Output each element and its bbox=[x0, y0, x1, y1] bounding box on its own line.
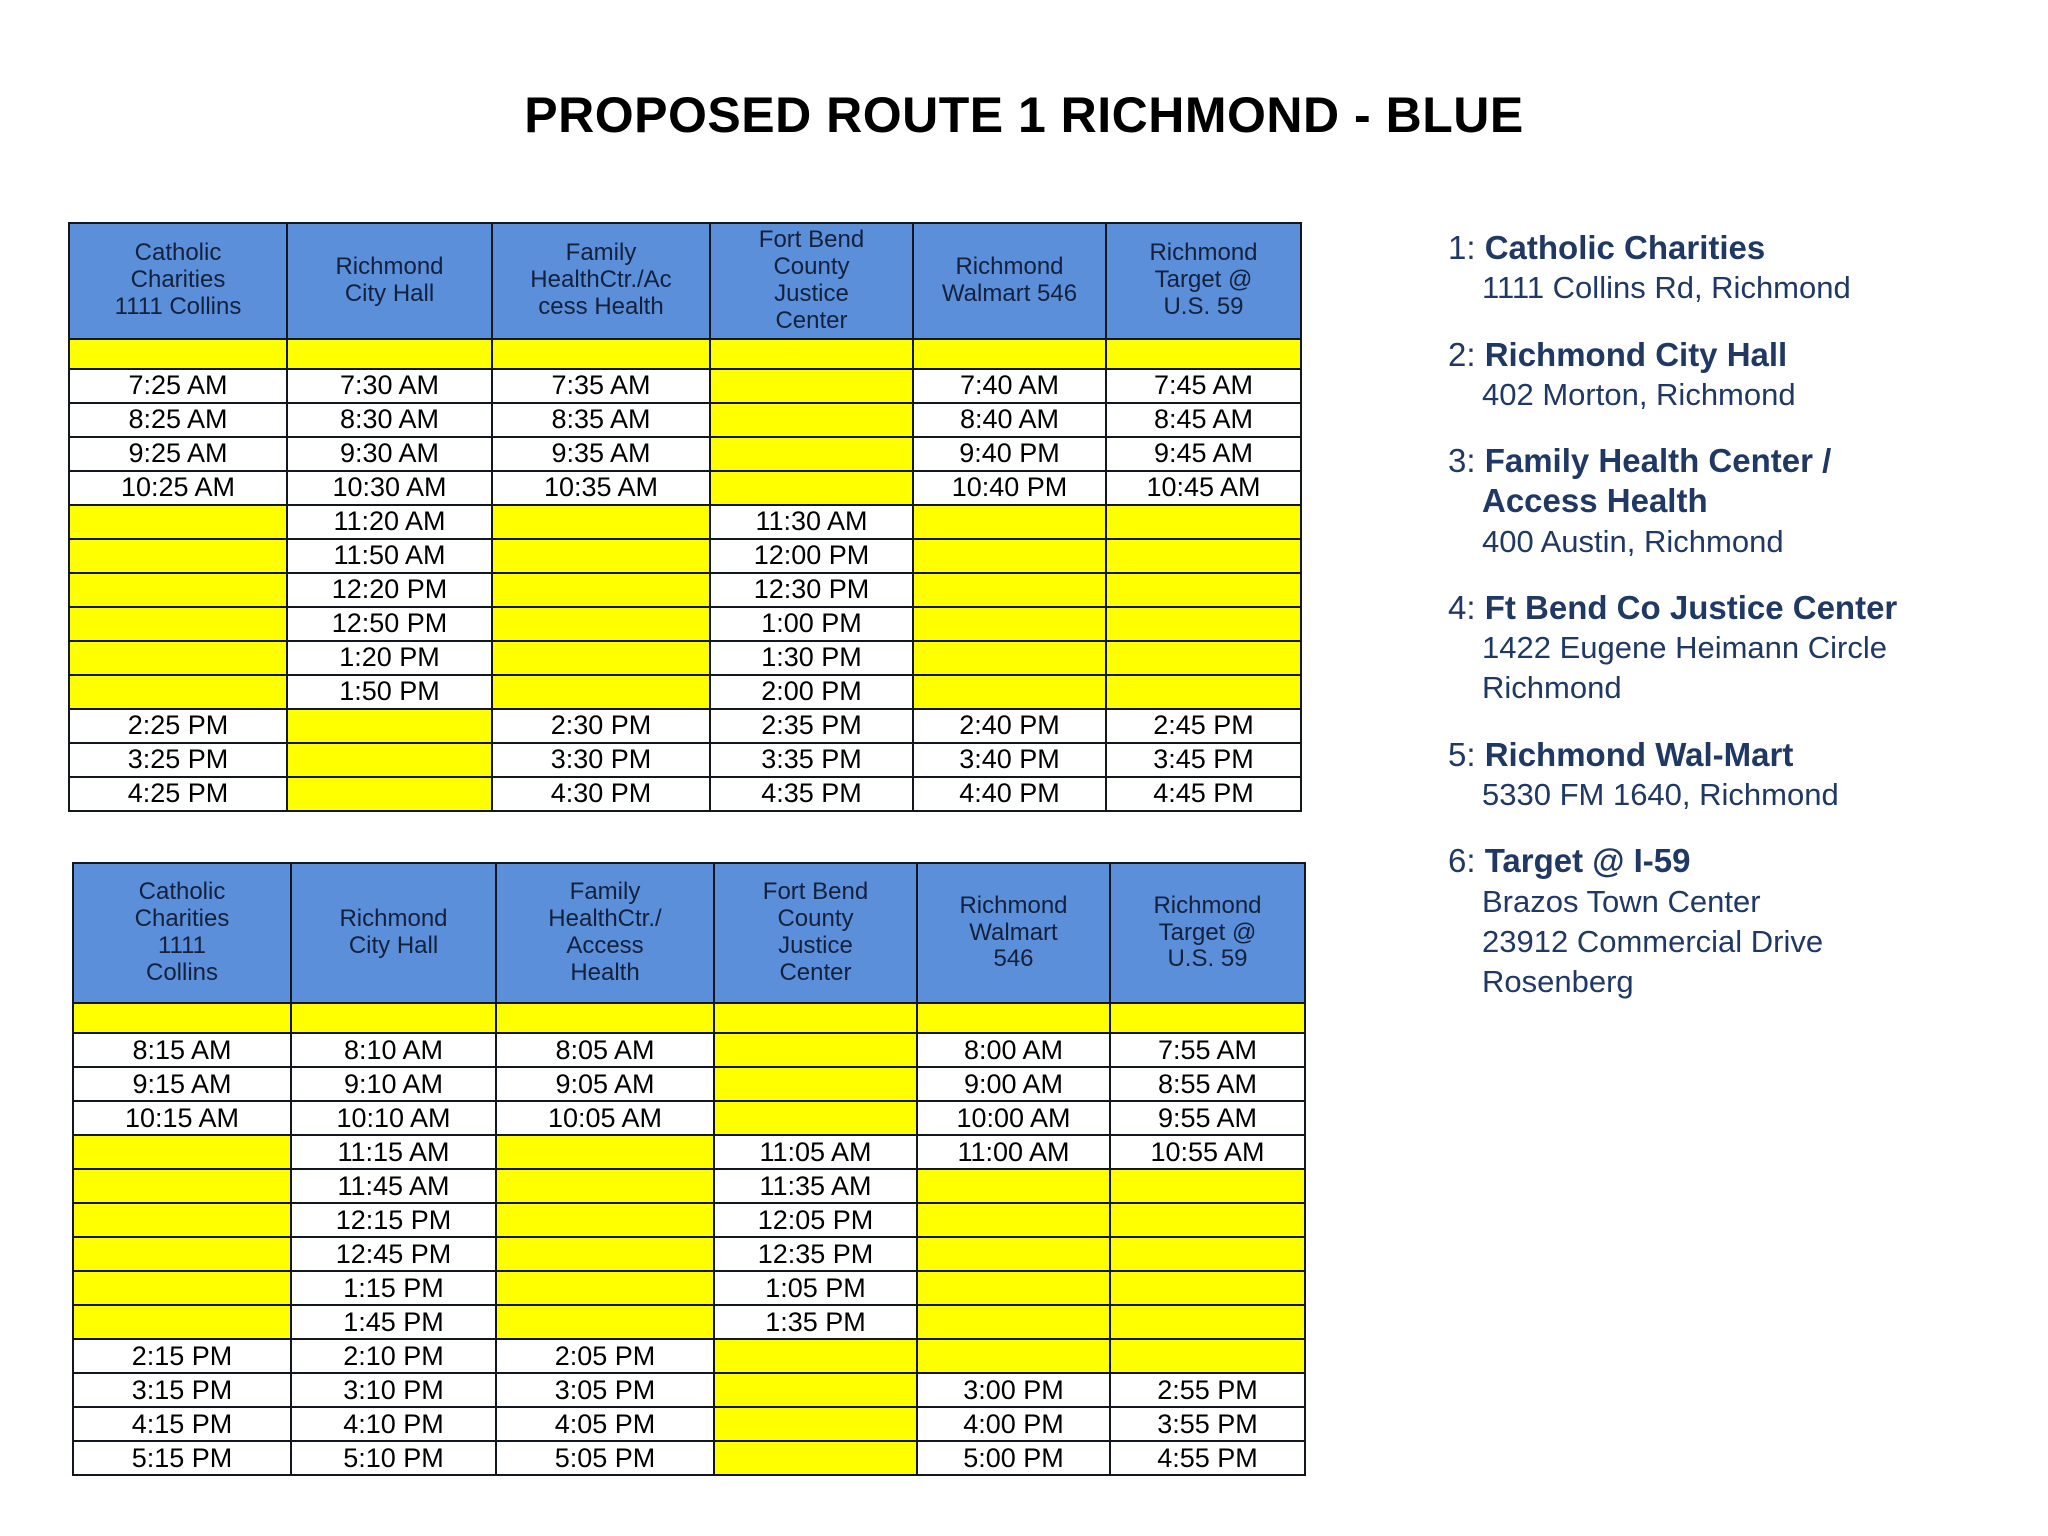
column-header-line: Target @ bbox=[1154, 266, 1253, 294]
time-cell: 12:45 PM bbox=[291, 1237, 496, 1271]
page-title: PROPOSED ROUTE 1 RICHMOND - BLUE bbox=[524, 87, 1524, 143]
spacer-row bbox=[69, 339, 1301, 369]
column-header-line: Charities bbox=[134, 905, 230, 933]
table-row bbox=[69, 709, 1301, 743]
table-row bbox=[73, 1067, 1305, 1101]
column-header-line: Catholic bbox=[134, 239, 222, 267]
time-cell: 3:00 PM bbox=[917, 1373, 1110, 1407]
no-service-cell bbox=[917, 1169, 1110, 1203]
spacer-cell bbox=[492, 339, 710, 369]
table-row bbox=[69, 743, 1301, 777]
column-header-1 bbox=[69, 223, 287, 339]
time-cell: 3:15 PM bbox=[73, 1373, 291, 1407]
stop-legend-list bbox=[1448, 228, 2018, 1028]
column-header-line: Walmart 546 bbox=[941, 279, 1078, 307]
no-service-cell bbox=[1106, 607, 1301, 641]
time-cell: 3:10 PM bbox=[291, 1373, 496, 1407]
legend-entry-number: 3: bbox=[1448, 442, 1476, 480]
no-service-cell bbox=[917, 1339, 1110, 1373]
no-service-cell bbox=[714, 1373, 917, 1407]
time-cell: 2:00 PM bbox=[710, 675, 913, 709]
schedule-table-inbound bbox=[72, 862, 1306, 1476]
time-cell: 8:30 AM bbox=[287, 403, 492, 437]
time-cell: 1:45 PM bbox=[291, 1305, 496, 1339]
header-row bbox=[69, 223, 1301, 339]
no-service-cell bbox=[73, 1203, 291, 1237]
time-cell: 10:25 AM bbox=[69, 471, 287, 505]
time-cell: 11:20 AM bbox=[287, 505, 492, 539]
time-cell: 11:35 AM bbox=[714, 1169, 917, 1203]
legend-entry-heading bbox=[1448, 735, 2018, 775]
table-body-inbound bbox=[73, 1003, 1305, 1475]
time-cell: 4:35 PM bbox=[710, 777, 913, 811]
time-cell: 4:25 PM bbox=[69, 777, 287, 811]
time-cell: 5:00 PM bbox=[917, 1441, 1110, 1475]
time-cell: 7:55 AM bbox=[1110, 1033, 1305, 1067]
time-cell: 8:35 AM bbox=[492, 403, 710, 437]
legend-entry-heading bbox=[1448, 335, 2018, 375]
table-row bbox=[73, 1135, 1305, 1169]
no-service-cell bbox=[69, 573, 287, 607]
column-header-line: City Hall bbox=[348, 932, 439, 959]
time-cell: 2:10 PM bbox=[291, 1339, 496, 1373]
time-cell: 10:30 AM bbox=[287, 471, 492, 505]
legend-entry-heading bbox=[1448, 841, 2018, 881]
time-cell: 9:45 AM bbox=[1106, 437, 1301, 471]
legend-entry-name: Family Health Center / bbox=[1484, 442, 1832, 480]
column-header-line: Justice bbox=[774, 279, 849, 307]
legend-entry-number: 1: bbox=[1448, 229, 1476, 266]
no-service-cell bbox=[917, 1305, 1110, 1339]
column-header-6 bbox=[1110, 863, 1305, 1003]
no-service-cell bbox=[1110, 1237, 1305, 1271]
column-header-line: 1111 Collins bbox=[114, 293, 242, 321]
column-header-line: County bbox=[773, 252, 850, 280]
legend-entry-4 bbox=[1448, 588, 2018, 709]
column-header-2 bbox=[287, 223, 492, 339]
time-cell: 12:35 PM bbox=[714, 1237, 917, 1271]
column-header-line: Richmond bbox=[1149, 239, 1258, 267]
spacer-cell bbox=[913, 339, 1106, 369]
time-cell: 3:35 PM bbox=[710, 743, 913, 777]
legend-entry-name: Richmond City Hall bbox=[1484, 335, 1788, 373]
legend-entry-address-line: 23912 Commercial Drive bbox=[1482, 923, 1824, 959]
time-cell: 10:00 AM bbox=[917, 1101, 1110, 1135]
spacer-cell bbox=[496, 1003, 714, 1033]
time-cell: 1:15 PM bbox=[291, 1271, 496, 1305]
time-cell: 8:55 AM bbox=[1110, 1067, 1305, 1101]
legend-entry-name: Catholic Charities bbox=[1484, 229, 1766, 266]
time-cell: 3:30 PM bbox=[492, 743, 710, 777]
time-cell: 12:20 PM bbox=[287, 573, 492, 607]
time-cell: 5:15 PM bbox=[73, 1441, 291, 1475]
no-service-cell bbox=[287, 743, 492, 777]
column-header-line: Richmond bbox=[335, 252, 444, 280]
time-cell: 8:10 AM bbox=[291, 1033, 496, 1067]
time-cell: 9:55 AM bbox=[1110, 1101, 1305, 1135]
column-header-line: cess Health bbox=[538, 293, 664, 321]
time-cell: 1:05 PM bbox=[714, 1271, 917, 1305]
time-cell: 2:25 PM bbox=[69, 709, 287, 743]
spacer-cell bbox=[917, 1003, 1110, 1033]
time-cell: 4:30 PM bbox=[492, 777, 710, 811]
table-row bbox=[73, 1305, 1305, 1339]
no-service-cell bbox=[73, 1169, 291, 1203]
time-cell: 8:00 AM bbox=[917, 1033, 1110, 1067]
table-row bbox=[73, 1407, 1305, 1441]
time-cell: 11:15 AM bbox=[291, 1135, 496, 1169]
header-row bbox=[73, 863, 1305, 1003]
no-service-cell bbox=[287, 777, 492, 811]
column-header-line: Family bbox=[565, 239, 637, 267]
legend-entry-name: Target @ I-59 bbox=[1484, 842, 1691, 880]
column-header-line: HealthCtr./ bbox=[548, 905, 662, 933]
column-header-5 bbox=[913, 223, 1106, 339]
legend-entry-heading bbox=[1448, 228, 2018, 268]
time-cell: 11:45 AM bbox=[291, 1169, 496, 1203]
spacer-cell bbox=[714, 1003, 917, 1033]
table-row bbox=[73, 1441, 1305, 1475]
time-cell: 9:15 AM bbox=[73, 1067, 291, 1101]
column-header-line: Charities bbox=[130, 266, 226, 294]
time-cell: 3:25 PM bbox=[69, 743, 287, 777]
time-cell: 10:15 AM bbox=[73, 1101, 291, 1135]
table-header-inbound bbox=[73, 863, 1305, 1003]
legend-entry-name: Ft Bend Co Justice Center bbox=[1484, 588, 1898, 626]
legend-entry-heading bbox=[1448, 588, 2018, 628]
legend-entry-address-line: 5330 FM 1640, Richmond bbox=[1482, 776, 1839, 812]
table-row bbox=[69, 505, 1301, 539]
spacer-cell bbox=[1106, 339, 1301, 369]
legend-entry-heading bbox=[1448, 441, 2018, 481]
column-header-line: Richmond bbox=[1153, 891, 1262, 919]
table-row bbox=[73, 1237, 1305, 1271]
column-header-line: Target @ bbox=[1158, 918, 1257, 946]
column-header-3 bbox=[496, 863, 714, 1003]
no-service-cell bbox=[73, 1305, 291, 1339]
time-cell: 7:30 AM bbox=[287, 369, 492, 403]
column-header-line: Fort Bend bbox=[758, 226, 865, 253]
no-service-cell bbox=[496, 1135, 714, 1169]
legend-entry-number: 5: bbox=[1448, 735, 1476, 773]
time-cell: 10:10 AM bbox=[291, 1101, 496, 1135]
time-cell: 2:15 PM bbox=[73, 1339, 291, 1373]
time-cell: 7:25 AM bbox=[69, 369, 287, 403]
column-header-4 bbox=[710, 223, 913, 339]
time-cell: 8:25 AM bbox=[69, 403, 287, 437]
table-row bbox=[69, 369, 1301, 403]
no-service-cell bbox=[1110, 1339, 1305, 1373]
time-cell: 2:55 PM bbox=[1110, 1373, 1305, 1407]
table-row bbox=[73, 1033, 1305, 1067]
no-service-cell bbox=[69, 607, 287, 641]
column-header-line: Richmond bbox=[339, 905, 448, 933]
column-header-line: Catholic bbox=[138, 878, 226, 906]
no-service-cell bbox=[1106, 505, 1301, 539]
column-header-4 bbox=[714, 863, 917, 1003]
no-service-cell bbox=[913, 505, 1106, 539]
no-service-cell bbox=[496, 1305, 714, 1339]
no-service-cell bbox=[714, 1441, 917, 1475]
time-cell: 4:55 PM bbox=[1110, 1441, 1305, 1475]
time-cell: 2:05 PM bbox=[496, 1339, 714, 1373]
column-header-line: HealthCtr./Ac bbox=[530, 266, 672, 294]
spacer-cell bbox=[291, 1003, 496, 1033]
no-service-cell bbox=[496, 1203, 714, 1237]
time-cell: 2:40 PM bbox=[913, 709, 1106, 743]
time-cell: 7:45 AM bbox=[1106, 369, 1301, 403]
column-header-6 bbox=[1106, 223, 1301, 339]
spacer-cell bbox=[73, 1003, 291, 1033]
time-cell: 8:15 AM bbox=[73, 1033, 291, 1067]
no-service-cell bbox=[913, 675, 1106, 709]
time-cell: 12:50 PM bbox=[287, 607, 492, 641]
no-service-cell bbox=[496, 1237, 714, 1271]
table-row bbox=[69, 607, 1301, 641]
time-cell: 1:35 PM bbox=[714, 1305, 917, 1339]
no-service-cell bbox=[496, 1271, 714, 1305]
no-service-cell bbox=[710, 471, 913, 505]
column-header-line: Center bbox=[779, 958, 852, 986]
time-cell: 9:00 AM bbox=[917, 1067, 1110, 1101]
legend-entry-name-line2: Access Health bbox=[1482, 482, 1708, 520]
legend-entry-2 bbox=[1448, 335, 2018, 416]
spacer-cell bbox=[69, 339, 287, 369]
time-cell: 4:45 PM bbox=[1106, 777, 1301, 811]
column-header-line: Collins bbox=[145, 958, 219, 986]
column-header-line: Fort Bend bbox=[762, 878, 869, 906]
time-cell: 10:35 AM bbox=[492, 471, 710, 505]
column-header-line: Walmart bbox=[969, 918, 1058, 946]
time-cell: 12:15 PM bbox=[291, 1203, 496, 1237]
time-cell: 5:05 PM bbox=[496, 1441, 714, 1475]
legend-entry-name: Richmond Wal-Mart bbox=[1484, 735, 1794, 773]
time-cell: 12:30 PM bbox=[710, 573, 913, 607]
no-service-cell bbox=[287, 709, 492, 743]
column-header-line: 1111 bbox=[157, 932, 207, 959]
legend-entry-address-line: Richmond bbox=[1482, 670, 1622, 706]
table-header-outbound bbox=[69, 223, 1301, 339]
legend-entry-number: 6: bbox=[1448, 842, 1476, 880]
legend-entry-number: 2: bbox=[1448, 335, 1476, 373]
no-service-cell bbox=[73, 1135, 291, 1169]
time-cell: 7:35 AM bbox=[492, 369, 710, 403]
no-service-cell bbox=[69, 539, 287, 573]
time-cell: 4:40 PM bbox=[913, 777, 1106, 811]
time-cell: 12:05 PM bbox=[714, 1203, 917, 1237]
time-cell: 1:50 PM bbox=[287, 675, 492, 709]
column-header-line: 546 bbox=[993, 945, 1034, 973]
no-service-cell bbox=[1106, 573, 1301, 607]
column-header-line: U.S. 59 bbox=[1167, 945, 1248, 973]
column-header-5 bbox=[917, 863, 1110, 1003]
time-cell: 2:30 PM bbox=[492, 709, 710, 743]
time-cell: 11:30 AM bbox=[710, 505, 913, 539]
table-row bbox=[69, 437, 1301, 471]
table-row bbox=[69, 777, 1301, 811]
time-cell: 2:35 PM bbox=[710, 709, 913, 743]
legend-entry-1 bbox=[1448, 228, 2018, 309]
time-cell: 5:10 PM bbox=[291, 1441, 496, 1475]
legend-entry-3 bbox=[1448, 441, 2018, 562]
time-cell: 9:40 PM bbox=[913, 437, 1106, 471]
legend-entry-address-line: Rosenberg bbox=[1482, 964, 1634, 1000]
time-cell: 9:30 AM bbox=[287, 437, 492, 471]
time-cell: 10:45 AM bbox=[1106, 471, 1301, 505]
no-service-cell bbox=[496, 1169, 714, 1203]
no-service-cell bbox=[714, 1339, 917, 1373]
time-cell: 3:40 PM bbox=[913, 743, 1106, 777]
no-service-cell bbox=[492, 641, 710, 675]
no-service-cell bbox=[1106, 539, 1301, 573]
legend-entry-address-line: 1111 Collins Rd, Richmond bbox=[1482, 270, 1851, 306]
no-service-cell bbox=[714, 1407, 917, 1441]
legend-entry-address-line: 402 Morton, Richmond bbox=[1482, 376, 1796, 412]
no-service-cell bbox=[69, 641, 287, 675]
no-service-cell bbox=[492, 675, 710, 709]
no-service-cell bbox=[69, 505, 287, 539]
time-cell: 9:10 AM bbox=[291, 1067, 496, 1101]
legend-entry-address-line: 1422 Eugene Heimann Circle bbox=[1482, 630, 1887, 666]
table-row bbox=[69, 675, 1301, 709]
time-cell: 8:40 AM bbox=[913, 403, 1106, 437]
time-cell: 3:45 PM bbox=[1106, 743, 1301, 777]
schedule-table-outbound bbox=[68, 222, 1302, 812]
no-service-cell bbox=[913, 573, 1106, 607]
legend-entry-6 bbox=[1448, 841, 2018, 1002]
table-row bbox=[69, 403, 1301, 437]
table-body-outbound bbox=[69, 339, 1301, 811]
no-service-cell bbox=[1110, 1305, 1305, 1339]
no-service-cell bbox=[1110, 1271, 1305, 1305]
time-cell: 9:35 AM bbox=[492, 437, 710, 471]
no-service-cell bbox=[917, 1203, 1110, 1237]
table-row bbox=[73, 1271, 1305, 1305]
no-service-cell bbox=[917, 1271, 1110, 1305]
table-row bbox=[73, 1169, 1305, 1203]
spacer-cell bbox=[710, 339, 913, 369]
no-service-cell bbox=[1110, 1169, 1305, 1203]
time-cell: 11:00 AM bbox=[917, 1135, 1110, 1169]
time-cell: 2:45 PM bbox=[1106, 709, 1301, 743]
time-cell: 9:25 AM bbox=[69, 437, 287, 471]
no-service-cell bbox=[492, 607, 710, 641]
column-header-line: Access bbox=[566, 932, 644, 959]
no-service-cell bbox=[492, 573, 710, 607]
no-service-cell bbox=[710, 369, 913, 403]
time-cell: 10:05 AM bbox=[496, 1101, 714, 1135]
time-cell: 12:00 PM bbox=[710, 539, 913, 573]
time-cell: 3:55 PM bbox=[1110, 1407, 1305, 1441]
table-row bbox=[73, 1373, 1305, 1407]
time-cell: 3:05 PM bbox=[496, 1373, 714, 1407]
no-service-cell bbox=[710, 437, 913, 471]
time-cell: 4:00 PM bbox=[917, 1407, 1110, 1441]
spacer-row bbox=[73, 1003, 1305, 1033]
column-header-line: County bbox=[777, 905, 854, 933]
no-service-cell bbox=[1110, 1203, 1305, 1237]
time-cell: 7:40 AM bbox=[913, 369, 1106, 403]
no-service-cell bbox=[1106, 641, 1301, 675]
time-cell: 11:50 AM bbox=[287, 539, 492, 573]
legend-entry-number: 4: bbox=[1448, 588, 1476, 626]
time-cell: 1:00 PM bbox=[710, 607, 913, 641]
no-service-cell bbox=[1106, 675, 1301, 709]
table-row bbox=[73, 1203, 1305, 1237]
column-header-line: City Hall bbox=[344, 279, 435, 307]
table-row bbox=[69, 573, 1301, 607]
time-cell: 11:05 AM bbox=[714, 1135, 917, 1169]
time-cell: 8:05 AM bbox=[496, 1033, 714, 1067]
table-row bbox=[69, 471, 1301, 505]
column-header-line: Health bbox=[570, 958, 640, 986]
no-service-cell bbox=[714, 1101, 917, 1135]
time-cell: 1:30 PM bbox=[710, 641, 913, 675]
legend-entry-address-line: 400 Austin, Richmond bbox=[1482, 523, 1784, 559]
table-row bbox=[69, 641, 1301, 675]
time-cell: 9:05 AM bbox=[496, 1067, 714, 1101]
column-header-line: Richmond bbox=[955, 252, 1064, 280]
no-service-cell bbox=[913, 641, 1106, 675]
no-service-cell bbox=[492, 539, 710, 573]
time-cell: 8:45 AM bbox=[1106, 403, 1301, 437]
time-cell: 4:10 PM bbox=[291, 1407, 496, 1441]
no-service-cell bbox=[69, 675, 287, 709]
time-cell: 4:05 PM bbox=[496, 1407, 714, 1441]
no-service-cell bbox=[917, 1237, 1110, 1271]
column-header-2 bbox=[291, 863, 496, 1003]
no-service-cell bbox=[714, 1033, 917, 1067]
spacer-cell bbox=[287, 339, 492, 369]
spacer-cell bbox=[1110, 1003, 1305, 1033]
column-header-1 bbox=[73, 863, 291, 1003]
no-service-cell bbox=[492, 505, 710, 539]
no-service-cell bbox=[73, 1271, 291, 1305]
no-service-cell bbox=[913, 607, 1106, 641]
column-header-line: Richmond bbox=[959, 891, 1068, 919]
column-header-3 bbox=[492, 223, 710, 339]
time-cell: 1:20 PM bbox=[287, 641, 492, 675]
no-service-cell bbox=[714, 1067, 917, 1101]
time-cell: 10:40 PM bbox=[913, 471, 1106, 505]
table-row bbox=[69, 539, 1301, 573]
column-header-line: Center bbox=[775, 306, 848, 334]
table-row bbox=[73, 1339, 1305, 1373]
legend-entry-address-line: Brazos Town Center bbox=[1482, 883, 1761, 919]
table-row bbox=[73, 1101, 1305, 1135]
no-service-cell bbox=[710, 403, 913, 437]
column-header-line: U.S. 59 bbox=[1163, 293, 1244, 321]
column-header-line: Family bbox=[569, 878, 641, 906]
legend-entry-5 bbox=[1448, 735, 2018, 816]
no-service-cell bbox=[913, 539, 1106, 573]
no-service-cell bbox=[73, 1237, 291, 1271]
time-cell: 4:15 PM bbox=[73, 1407, 291, 1441]
column-header-line: Justice bbox=[778, 932, 853, 959]
time-cell: 10:55 AM bbox=[1110, 1135, 1305, 1169]
